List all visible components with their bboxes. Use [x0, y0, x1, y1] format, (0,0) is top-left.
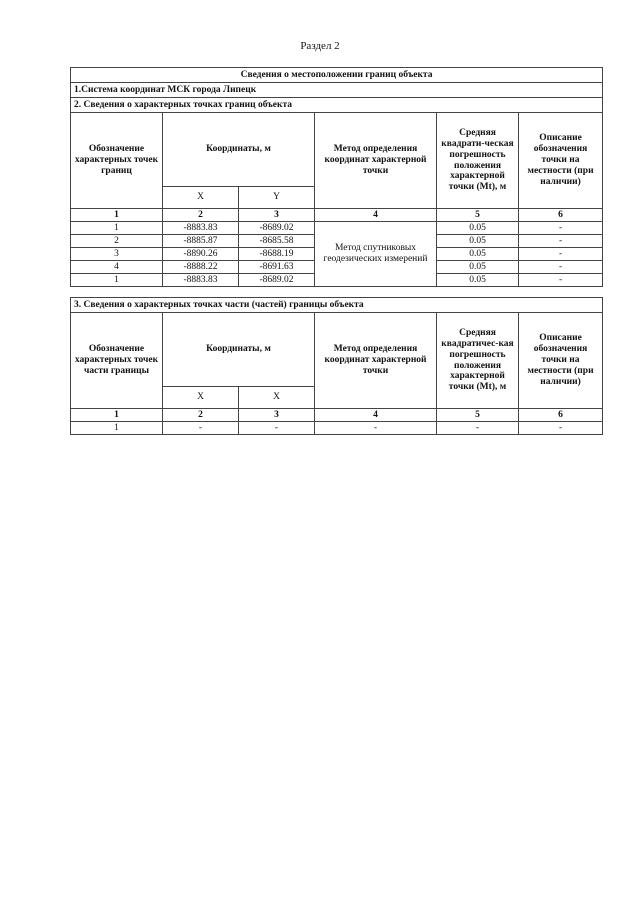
coord-x: -8885.87 — [163, 235, 239, 248]
header-description: Описание обозначения точки на местности (при наличии) — [519, 113, 603, 209]
point-id: 1 — [71, 222, 163, 235]
col-number: 6 — [519, 209, 603, 222]
description-value: - — [519, 274, 603, 287]
col-number: 6 — [519, 409, 603, 422]
description-value: - — [519, 261, 603, 274]
part2-title: 2. Сведения о характерных точках границ объекта — [71, 98, 603, 113]
col-number: 4 — [315, 409, 437, 422]
part-boundary-points-table — [70, 297, 603, 435]
col-number: 1 — [71, 409, 163, 422]
header-point: Обозначение характерных точек границ — [71, 113, 163, 209]
accuracy-value: 0.05 — [437, 261, 519, 274]
main-title: Сведения о местоположении границ объекта — [71, 68, 603, 83]
header-description: Описание обозначения точки на местности (при наличии) — [519, 313, 603, 409]
accuracy-value: 0.05 — [437, 222, 519, 235]
section-title: Раздел 2 — [300, 40, 340, 52]
col-number: 3 — [239, 409, 315, 422]
header-x: X — [163, 187, 239, 209]
description-value: - — [519, 422, 603, 435]
method-value: - — [315, 422, 437, 435]
boundary-points-table — [70, 67, 603, 287]
header-coords: Координаты, м — [163, 313, 315, 387]
coord-y: -8689.02 — [239, 222, 315, 235]
coord-y: -8688.19 — [239, 248, 315, 261]
accuracy-value: - — [437, 422, 519, 435]
coord-y: -8689.02 — [239, 274, 315, 287]
coord-y: -8685.58 — [239, 235, 315, 248]
point-id: 1 — [71, 422, 163, 435]
method-value: Метод спутниковых геодезических измерений — [315, 222, 437, 287]
table-row — [71, 222, 603, 235]
header-method: Метод определения координат характерной точки — [315, 113, 437, 209]
table-row — [71, 422, 603, 435]
coord-x: -8883.83 — [163, 222, 239, 235]
coord-x: -8883.83 — [163, 274, 239, 287]
part3-title: 3. Сведения о характерных точках части (частей) границы объекта — [71, 298, 603, 313]
col-number: 3 — [239, 209, 315, 222]
point-id: 3 — [71, 248, 163, 261]
coord-x: -8890.26 — [163, 248, 239, 261]
col-number: 1 — [71, 209, 163, 222]
header-y: X — [239, 387, 315, 409]
point-id: 2 — [71, 235, 163, 248]
accuracy-value: 0.05 — [437, 248, 519, 261]
header-accuracy: Средняя квадрати-ческая погрешность положения характерной точки (Mt), м — [437, 113, 519, 209]
coordinate-system: 1.Система координат МСК города Липецк — [71, 83, 603, 98]
description-value: - — [519, 222, 603, 235]
header-coords: Координаты, м — [163, 113, 315, 187]
point-id: 1 — [71, 274, 163, 287]
description-value: - — [519, 235, 603, 248]
coord-y: -8691.63 — [239, 261, 315, 274]
coord-x: -8888.22 — [163, 261, 239, 274]
col-number: 5 — [437, 209, 519, 222]
accuracy-value: 0.05 — [437, 235, 519, 248]
coord-y: - — [239, 422, 315, 435]
coord-x: - — [163, 422, 239, 435]
header-method: Метод определения координат характерной точки — [315, 313, 437, 409]
col-number: 4 — [315, 209, 437, 222]
description-value: - — [519, 248, 603, 261]
header-point: Обозначение характерных точек части границы — [71, 313, 163, 409]
col-number: 2 — [163, 409, 239, 422]
header-y: Y — [239, 187, 315, 209]
header-accuracy: Средняя квадратичес-кая погрешность положения характерной точки (Mt), м — [437, 313, 519, 409]
point-id: 4 — [71, 261, 163, 274]
col-number: 5 — [437, 409, 519, 422]
header-x: X — [163, 387, 239, 409]
accuracy-value: 0.05 — [437, 274, 519, 287]
col-number: 2 — [163, 209, 239, 222]
